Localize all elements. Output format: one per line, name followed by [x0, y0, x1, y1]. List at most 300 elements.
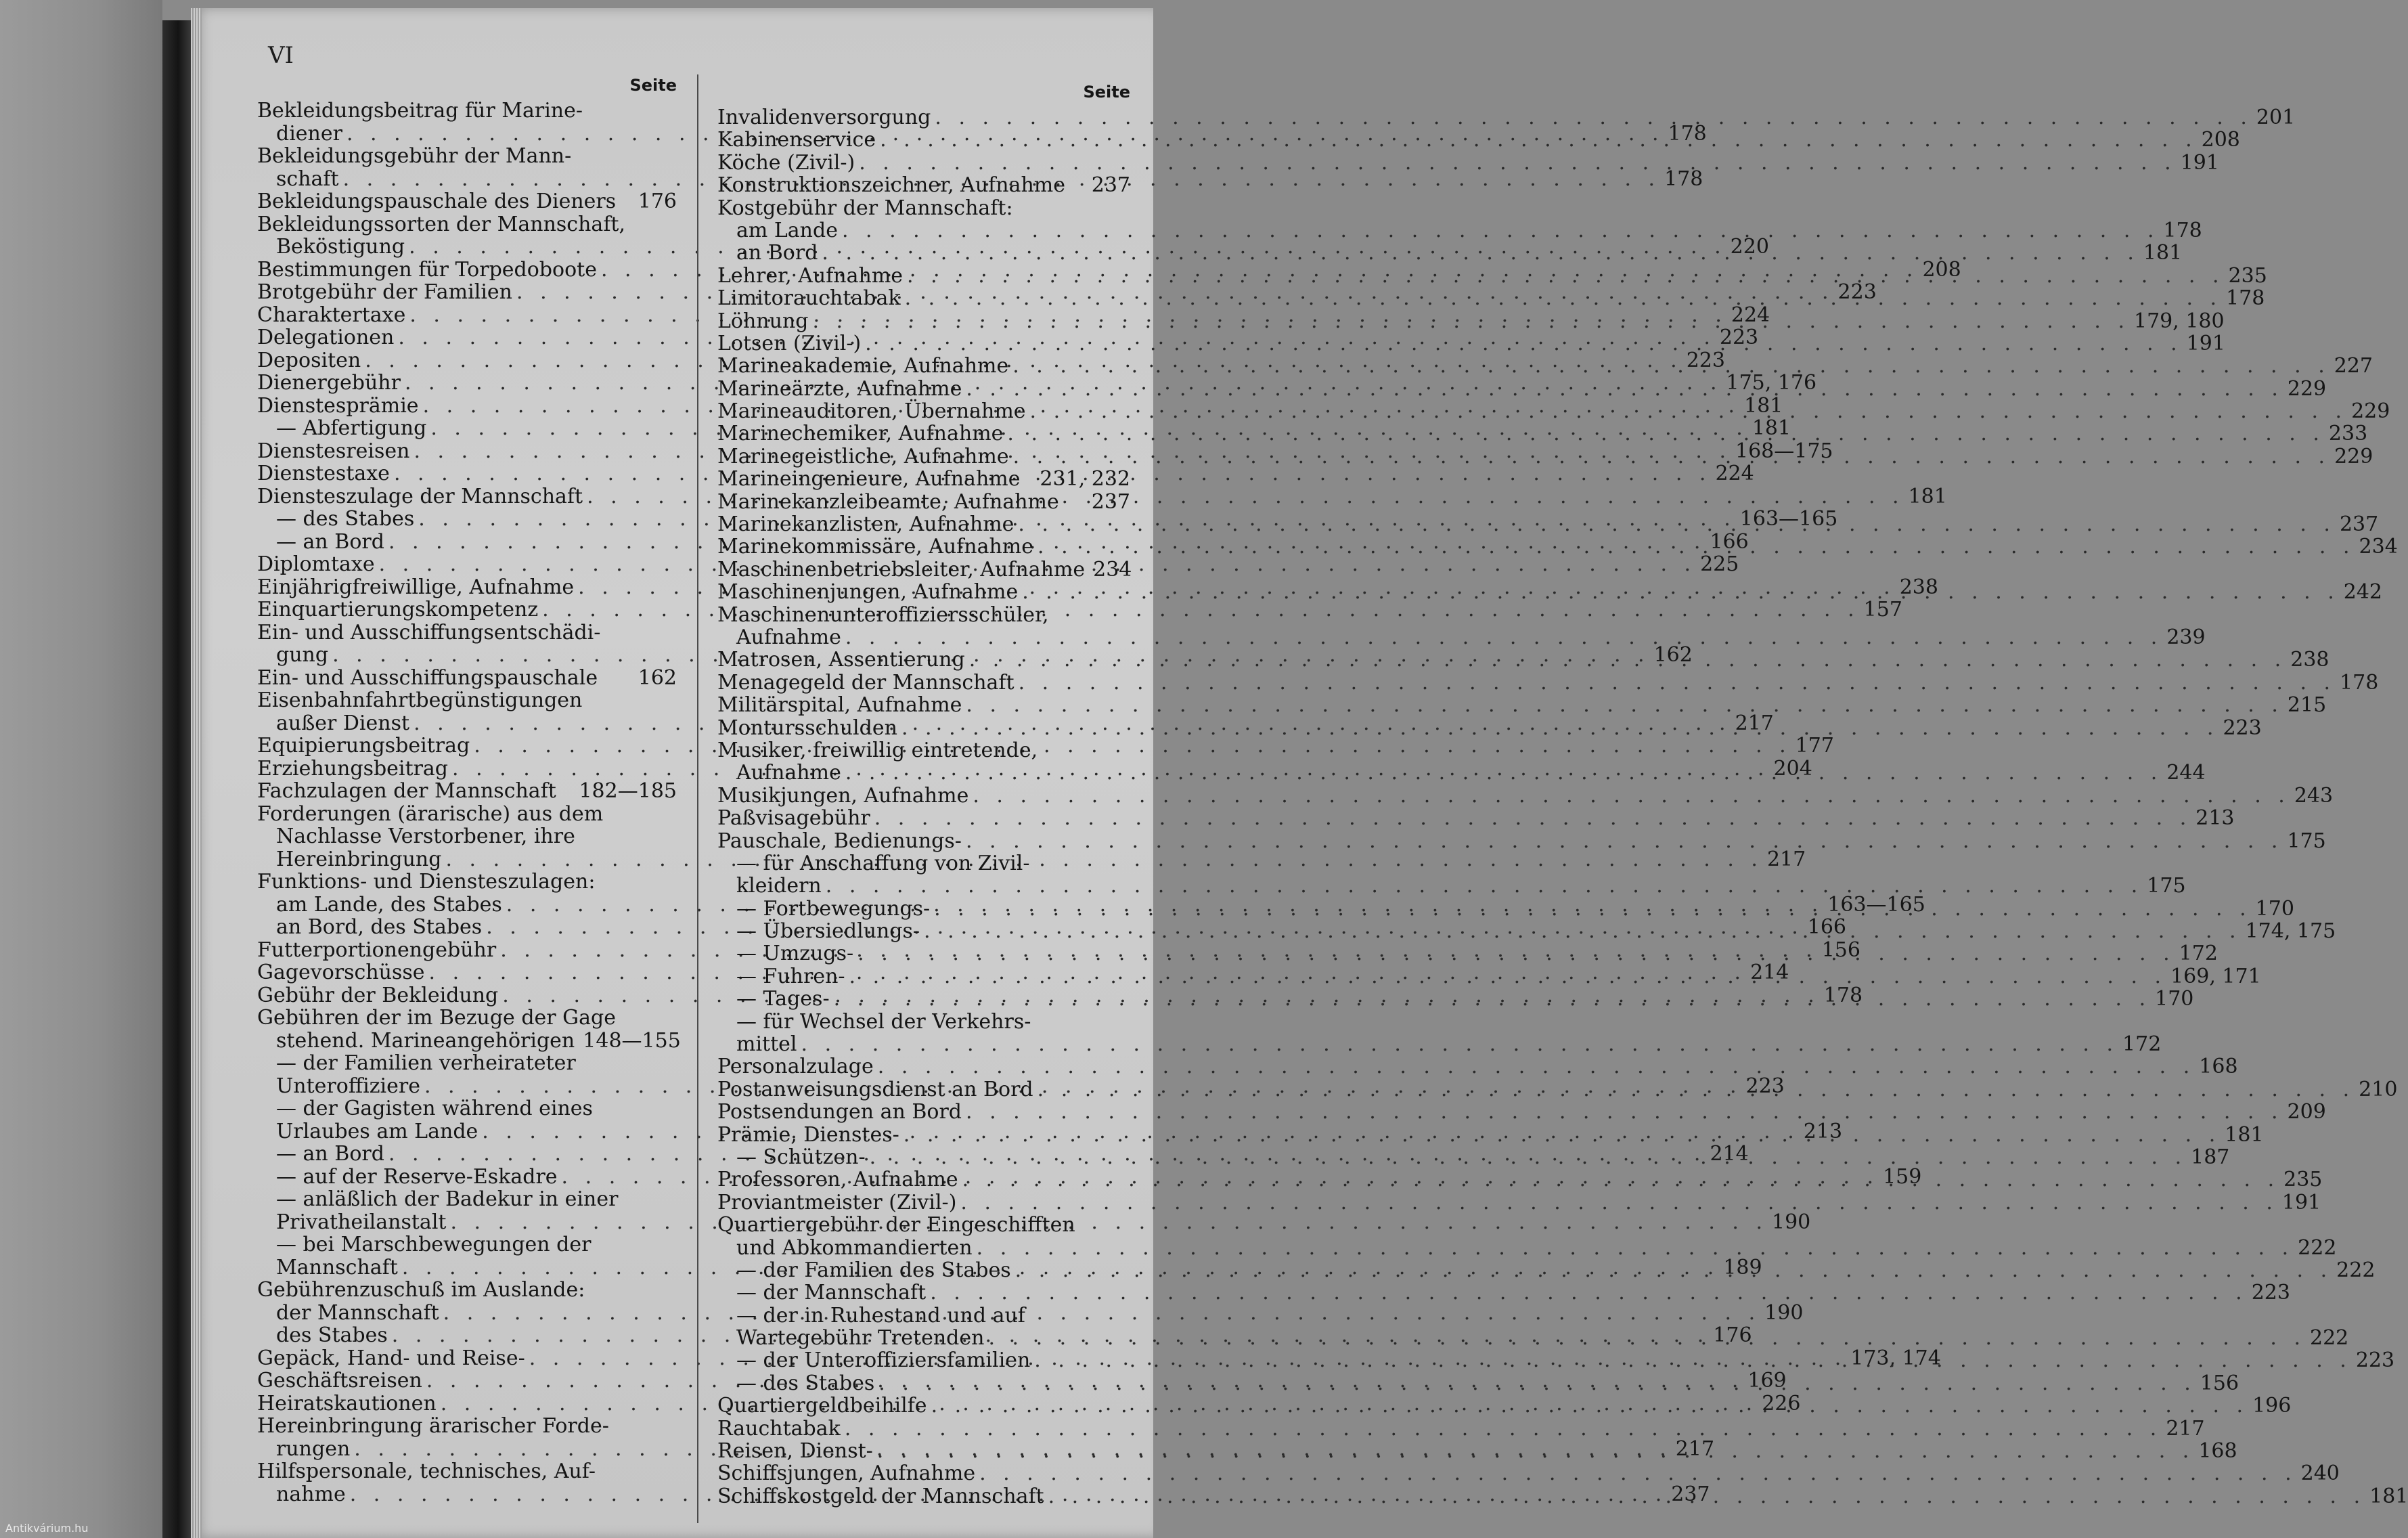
- index-term: Kabinenservice: [717, 128, 876, 152]
- index-term: Köche (Zivil-): [717, 150, 855, 175]
- index-term: mittel: [736, 1032, 797, 1057]
- index-entry: [257, 1052, 677, 1075]
- index-term: Hereinbringung: [276, 847, 442, 871]
- index-page-ref: 223: [2355, 1348, 2395, 1373]
- dot-leader: [960, 1191, 2278, 1214]
- index-entry: [717, 150, 2219, 175]
- index-term: Dienstesreisen: [257, 439, 410, 463]
- dot-leader: [935, 106, 2252, 129]
- dot-leader: [834, 988, 2151, 1010]
- index-entry: [257, 1233, 677, 1256]
- index-term: Futterportionengebühr: [257, 938, 497, 962]
- dot-leader: [859, 152, 2177, 174]
- dot-leader: [977, 1237, 2294, 1259]
- index-term: Marineauditoren, Übernahme: [717, 399, 1026, 424]
- index-page-ref: 166: [1710, 529, 1749, 554]
- index-term: Militärspital, Aufnahme: [717, 693, 962, 718]
- index-page-ref: 178: [2340, 670, 2379, 695]
- index-entry: [257, 621, 677, 644]
- dot-leader: [845, 1418, 2162, 1440]
- index-page-ref: 225: [1700, 552, 1739, 576]
- index-page-ref: 243: [2294, 783, 2334, 808]
- index-page-ref: 223: [1745, 1074, 1785, 1098]
- index-term: Aufnahme: [736, 761, 841, 785]
- index-entry: [717, 829, 2326, 853]
- index-entry: [717, 1281, 2290, 1305]
- index-page-ref: 162: [1653, 643, 1693, 667]
- index-page-ref: 229: [2287, 376, 2327, 401]
- index-entry: [717, 1011, 1130, 1033]
- dot-leader: [874, 807, 2192, 829]
- dot-leader: [1012, 355, 2330, 377]
- index-term: Konstruktionszeichner, Aufnahme: [717, 173, 1065, 198]
- index-page-ref: 170: [2155, 987, 2194, 1011]
- index-page-ref: 181: [1908, 484, 1947, 508]
- index-term: der Mannschaft: [276, 1300, 439, 1325]
- index-term: Gebührenzuschuß im Auslande:: [257, 1278, 585, 1302]
- index-term: Marinechemiker, Aufnahme: [717, 422, 1004, 446]
- index-entry: [717, 693, 2327, 718]
- index-page-ref: 169: [1747, 1369, 1787, 1392]
- index-term: Marinegeistliche, Aufnahme: [717, 444, 1009, 468]
- dot-leader: [1022, 581, 2340, 603]
- index-term: Unteroffiziere: [276, 1074, 420, 1098]
- index-term: Dienergebühr: [257, 371, 401, 395]
- index-page-ref: 223: [1837, 280, 1877, 304]
- index-page-ref: 227: [2334, 354, 2373, 378]
- dot-leader: [966, 1101, 2283, 1123]
- index-page-ref: 156: [1821, 938, 1860, 962]
- index-page-ref: 239: [2166, 625, 2206, 649]
- index-term: Professoren, Aufnahme: [717, 1168, 958, 1192]
- index-page-ref: 178: [2163, 218, 2202, 242]
- index-entry: [257, 689, 677, 712]
- index-term: Erziehungsbeitrag: [257, 756, 448, 781]
- index-entry: [257, 871, 677, 894]
- dot-leader: [878, 1055, 2195, 1078]
- index-entry: [717, 218, 2202, 242]
- index-page-ref: 224: [1715, 462, 1754, 485]
- index-term: Bestimmungen für Torpedoboote: [257, 257, 597, 282]
- index-term: Prämie, Dienstes-: [717, 1122, 899, 1147]
- index-term: — für Wechsel der Verkehrs-: [736, 1009, 1031, 1034]
- index-entry: [257, 803, 677, 826]
- index-page-ref: 214: [1750, 961, 1789, 984]
- index-page-ref: 237: [1091, 489, 1130, 514]
- index-term: Eisenbahnfahrtbegünstigungen: [257, 688, 583, 712]
- index-term: Limitorauchtabak: [717, 286, 901, 311]
- index-page-ref: 208: [2201, 128, 2240, 152]
- index-term: schaft: [276, 167, 339, 191]
- index-entry: [717, 1190, 2321, 1214]
- index-entry: [717, 1055, 2238, 1079]
- index-term: Menagegeld der Mannschaft: [717, 670, 1015, 695]
- index-page-ref: 175: [2287, 829, 2326, 853]
- index-page-ref: 223: [2223, 716, 2262, 740]
- index-entry: [717, 558, 1130, 581]
- index-page-ref: 189: [1723, 1255, 1762, 1279]
- index-page-ref: 168: [2199, 1055, 2238, 1079]
- index-page-ref: 235: [2228, 263, 2267, 288]
- dot-leader: [1013, 445, 2331, 468]
- index-term: Charaktertaxe: [257, 303, 406, 327]
- index-term: an Bord: [736, 241, 818, 265]
- index-term: Gepäck, Hand- und Reise-: [257, 1346, 525, 1370]
- index-page-ref: 223: [1719, 326, 1759, 349]
- index-entry: [257, 1097, 677, 1120]
- index-entry: [717, 874, 2186, 898]
- index-term: Hereinbringung ärarischer Forde-: [257, 1414, 609, 1438]
- index-term: Fachzulagen der Mannschaft: [257, 779, 556, 803]
- index-term: Marinekanzleibeamte, Aufnahme: [717, 489, 1059, 514]
- index-entry: [257, 213, 677, 236]
- index-term: Montursschulden: [717, 716, 897, 740]
- index-term: Marinekanzlisten, Aufnahme: [717, 512, 1015, 537]
- index-page-ref: 222: [2309, 1326, 2349, 1350]
- index-entry: [717, 604, 1130, 626]
- index-page-ref: 168—175: [1735, 439, 1833, 463]
- background-left: [0, 0, 162, 1538]
- index-term: Postsendungen an Bord: [717, 1100, 962, 1124]
- index-term: Postanweisungsdienst an Bord: [717, 1077, 1033, 1101]
- index-term: Heiratskautionen: [257, 1391, 437, 1415]
- dot-leader: [904, 1124, 2221, 1146]
- dot-leader: [870, 1146, 2187, 1168]
- index-page-ref: 237: [1671, 1482, 1710, 1506]
- index-page-ref: 223: [1686, 348, 1725, 372]
- dot-leader: [1018, 513, 2336, 535]
- dot-leader: [969, 649, 2287, 671]
- dot-leader: [877, 1436, 2195, 1462]
- index-page-ref: 178: [1668, 121, 1707, 146]
- index-term: rungen: [276, 1436, 351, 1461]
- index-entry: [257, 1279, 677, 1302]
- index-term: gung: [276, 643, 329, 667]
- index-term: stehend. Marineangehörigen: [276, 1028, 575, 1053]
- index-entry: [717, 806, 2235, 831]
- index-page-ref: 166: [1807, 915, 1846, 939]
- index-page-ref: 214: [1710, 1142, 1749, 1166]
- index-term: des Stabes: [276, 1323, 388, 1347]
- index-page-ref: 244: [2166, 761, 2206, 785]
- page-number: VI: [268, 42, 294, 69]
- index-term: Quartiergeldbeihilfe: [717, 1394, 927, 1418]
- index-term: Wartegebühr Tretenden: [736, 1326, 985, 1350]
- index-term: am Lande: [736, 218, 838, 242]
- watermark: Antikvárium.hu: [5, 1522, 89, 1535]
- index-page-ref: 213: [1803, 1119, 1843, 1143]
- index-entry: [717, 670, 2379, 695]
- dot-leader: [826, 875, 2143, 897]
- index-page-ref: 234: [2359, 535, 2398, 559]
- index-page-ref: 191: [2186, 331, 2225, 355]
- index-term: — Abfertigung: [276, 416, 427, 440]
- index-term: — anläßlich der Badekur in einer: [276, 1187, 619, 1211]
- dot-leader: [988, 1327, 2306, 1349]
- index-term: — an Bord: [276, 1142, 384, 1166]
- dot-leader: [1048, 1482, 2366, 1508]
- index-term: Marineakademie, Aufnahme: [717, 354, 1009, 378]
- index-page-ref: 168: [2198, 1439, 2237, 1464]
- index-page-ref: 229: [2334, 444, 2373, 468]
- dot-leader: [865, 332, 2183, 355]
- index-term: — der Mannschaft: [736, 1281, 927, 1305]
- index-term: Ein- und Ausschiffungsentschädi-: [257, 620, 601, 644]
- index-page-ref: 176: [638, 190, 677, 213]
- dot-leader: [1034, 1346, 2352, 1371]
- index-term: Personalzulage: [717, 1055, 874, 1079]
- index-page-ref: 196: [2252, 1394, 2292, 1418]
- index-term: — der Familien des Stabes: [736, 1258, 1011, 1282]
- index-page-ref: 234: [1093, 557, 1132, 581]
- index-term: Ein- und Ausschiffungspauschale: [257, 665, 598, 690]
- index-term: — der Familien verheirateter: [276, 1051, 576, 1075]
- dot-leader: [901, 717, 2219, 739]
- index-term: Maschinenunteroffiziersschüler,: [717, 602, 1049, 627]
- index-page-ref: 217: [1766, 847, 1806, 871]
- index-page-ref: 191: [2281, 1190, 2321, 1214]
- index-term: diener: [276, 121, 342, 146]
- index-entry: [717, 1416, 2205, 1441]
- index-page-ref: 174, 175: [2245, 919, 2336, 944]
- index-term: Privatheilanstalt: [276, 1210, 447, 1234]
- index-page-ref: 217: [1735, 711, 1774, 735]
- index-term: Reisen, Dienst-: [717, 1439, 873, 1464]
- dot-leader: [973, 785, 2290, 807]
- index-page-ref: 191: [2180, 150, 2219, 175]
- index-page-ref: 223: [2251, 1281, 2290, 1305]
- index-term: Löhnung: [717, 309, 809, 333]
- index-entry: [257, 1028, 681, 1053]
- index-page-ref: 210: [2359, 1077, 2398, 1101]
- dot-leader: [1019, 672, 2336, 694]
- dot-leader: [842, 219, 2160, 242]
- index-term: Equipierungsbeitrag: [257, 734, 470, 757]
- index-term: Einquartierungskompetenz: [257, 598, 539, 621]
- index-term: Dienstestaxe: [257, 462, 390, 485]
- dot-leader: [822, 242, 2139, 264]
- index-term: Schiffsjungen, Aufnahme: [717, 1462, 976, 1486]
- dot-leader: [1030, 400, 2348, 422]
- dot-leader: [878, 1372, 2196, 1394]
- index-page-ref: 242: [2343, 580, 2383, 605]
- index-page-ref: 177: [1795, 734, 1834, 757]
- index-entry: [717, 174, 1130, 196]
- index-page-ref: 209: [2287, 1100, 2326, 1124]
- index-page-ref: 163—165: [1827, 892, 1925, 917]
- dot-leader: [1015, 1259, 2333, 1281]
- index-term: Forderungen (ärarische) aus dem: [257, 801, 604, 826]
- index-term: Musikjungen, Aufnahme: [717, 783, 969, 808]
- index-term: Pauschale, Bedienungs-: [717, 829, 962, 853]
- dot-leader: [849, 965, 2167, 988]
- index-entry: [257, 1188, 677, 1211]
- index-term: Rauchtabak: [717, 1416, 841, 1441]
- index-term: Funktions- und Diensteszulagen:: [257, 870, 596, 894]
- dot-leader: [966, 830, 2283, 852]
- index-term: Kostgebühr der Mannschaft:: [717, 196, 1013, 220]
- index-entry: [257, 145, 677, 168]
- dot-leader: [966, 378, 2283, 400]
- index-entry: [257, 190, 677, 213]
- index-term: — auf der Reserve-Eskadre: [276, 1164, 558, 1189]
- index-term: Bekleidungssorten der Mannschaft,: [257, 212, 626, 236]
- index-page-ref: 238: [1899, 575, 1938, 599]
- index-term: Matrosen, Assentierung: [717, 648, 965, 672]
- index-term: Delegationen: [257, 326, 395, 349]
- index-term: Gagevorschüsse: [257, 961, 425, 984]
- index-page-ref: 176: [1713, 1323, 1752, 1347]
- index-page-ref: 237: [1091, 173, 1130, 198]
- index-term: Mannschaft: [276, 1255, 398, 1279]
- index-page-ref: 226: [1762, 1391, 1801, 1415]
- index-page-ref: 204: [1773, 756, 1812, 781]
- index-page-ref: 224: [1731, 303, 1770, 327]
- index-term: Geschäftsreisen: [257, 1369, 422, 1392]
- index-term: — Umzugs-: [736, 942, 854, 966]
- index-page-ref: 190: [1764, 1300, 1804, 1325]
- index-term: und Abkommandierten: [736, 1235, 973, 1260]
- index-term: Marineingenieure, Aufnahme: [717, 467, 1021, 491]
- index-term: Diensteszulage der Mannschaft: [257, 484, 583, 508]
- index-entry: [257, 825, 677, 848]
- index-page-ref: 235: [2283, 1168, 2323, 1192]
- index-term: Maschinenjungen, Aufnahme: [717, 580, 1019, 605]
- index-term: Diplomtaxe: [257, 552, 375, 576]
- index-entry: [717, 1214, 1130, 1236]
- index-term: — des Stabes: [736, 1371, 875, 1395]
- index-term: Schiffskostgeld der Mannschaft: [717, 1484, 1044, 1508]
- index-entry: [257, 780, 677, 803]
- index-term: Bekleidungsgebühr der Mann-: [257, 144, 572, 168]
- index-page-ref: 217: [2166, 1416, 2205, 1441]
- index-entry: [257, 1460, 677, 1483]
- index-term: Quartiergebühr der Eingeschifften: [717, 1213, 1075, 1237]
- index-page-ref: 170: [2255, 896, 2294, 921]
- index-term: Paßvisagebühr: [717, 806, 870, 831]
- index-term: kleidern: [736, 874, 822, 898]
- index-page-ref: 231, 232: [1040, 467, 1130, 491]
- index-page-ref: 222: [2298, 1235, 2337, 1260]
- index-entry: [257, 100, 677, 123]
- book-spine: [162, 20, 191, 1538]
- index-term: Hilfspersonale, technisches, Auf-: [257, 1459, 596, 1483]
- index-page-ref: 178: [1823, 983, 1863, 1007]
- index-page-ref: 181: [2143, 241, 2183, 265]
- index-term: — der Gagisten während eines: [276, 1097, 593, 1120]
- index-term: Gebühren der im Bezuge der Gage: [257, 1006, 616, 1030]
- column-header-left: Seite: [629, 76, 677, 95]
- dot-leader: [1038, 535, 2355, 558]
- index-entry: [257, 1415, 677, 1438]
- column-header-right: Seite: [1083, 83, 1130, 102]
- index-term: am Lande, des Stabes: [276, 892, 502, 917]
- index-term: — Fortbewegungs-: [736, 896, 931, 921]
- index-term: nahme: [276, 1482, 346, 1506]
- index-term: Marineärzte, Aufnahme: [717, 376, 962, 401]
- index-page-ref: 148—155: [583, 1028, 681, 1053]
- index-page-ref: 163—165: [1739, 507, 1838, 531]
- index-page-ref: 181: [2225, 1122, 2264, 1147]
- index-term: Dienstesprämie: [257, 393, 419, 418]
- index-page-ref: 238: [2290, 648, 2329, 672]
- index-term: Nachlasse Verstorbener, ihre: [276, 825, 575, 848]
- index-term: Urlaubes am Lande: [276, 1119, 478, 1143]
- index-entry: [717, 625, 2206, 649]
- index-term: Depositen: [257, 348, 361, 372]
- dot-leader: [845, 626, 2163, 649]
- index-page-ref: 222: [2336, 1258, 2376, 1282]
- index-page-ref: 157: [1863, 598, 1902, 621]
- dot-leader: [812, 310, 2130, 332]
- index-term: — für Anschaffung von Zivil-: [736, 851, 1030, 875]
- index-entry: [717, 1462, 2340, 1486]
- index-page-ref: 201: [2256, 106, 2296, 129]
- index-page-ref: 237: [2339, 512, 2379, 537]
- index-term: — der Unteroffiziersfamilien: [736, 1348, 1031, 1373]
- index-entry: [717, 783, 2334, 808]
- index-term: Musiker, freiwillig eintretende,: [717, 738, 1038, 762]
- dot-leader: [962, 1164, 2280, 1191]
- index-page-ref: 172: [2179, 942, 2218, 966]
- index-page-ref: 178: [1664, 167, 1703, 191]
- dot-leader: [905, 287, 2223, 309]
- index-entry: [717, 106, 2296, 129]
- index-term: an Bord, des Stabes: [276, 915, 483, 939]
- index-term: — Tages-: [736, 987, 830, 1011]
- index-page-ref: 159: [1883, 1164, 1922, 1189]
- index-entry: [717, 491, 1130, 513]
- index-entry: [717, 1032, 2162, 1057]
- index-term: Proviantmeister (Zivil-): [717, 1190, 957, 1214]
- index-page-ref: 175, 176: [1726, 371, 1817, 395]
- index-term: — an Bord: [276, 529, 384, 554]
- index-page-ref: 220: [1730, 235, 1769, 259]
- index-page-ref: 213: [2195, 806, 2235, 831]
- index-term: Lehrer, Aufnahme: [717, 263, 904, 288]
- index-term: Invalidenversorgung: [717, 106, 931, 129]
- index-page-ref: 208: [1922, 257, 1961, 282]
- index-term: Maschinenbetriebsleiter, Aufnahme: [717, 557, 1086, 581]
- dot-leader: [1007, 422, 2325, 445]
- index-term: — Schützen-: [736, 1145, 866, 1169]
- index-entry: [717, 1235, 2337, 1260]
- index-page-ref: 182—185: [579, 779, 677, 803]
- index-term: Lotsen (Zivil-): [717, 331, 862, 355]
- dot-leader: [801, 1033, 2119, 1055]
- index-page-ref: 215: [2287, 693, 2327, 718]
- dot-leader: [845, 762, 2163, 784]
- dot-leader: [1038, 1078, 2355, 1101]
- index-page-ref: 181: [1752, 416, 1791, 440]
- index-entry: [717, 852, 1130, 875]
- index-page-ref: 173, 174: [1850, 1346, 1941, 1370]
- dot-leader: [930, 1281, 2248, 1304]
- index-term: — Fuhren-: [736, 964, 845, 988]
- dot-leader: [857, 942, 2175, 965]
- index-term: Aufnahme: [736, 625, 841, 649]
- index-term: Bekleidungsbeitrag für Marine-: [257, 99, 583, 123]
- dot-leader: [880, 129, 2198, 151]
- index-term: — Übersiedlungs-: [736, 919, 920, 944]
- index-page-ref: 229: [2351, 399, 2390, 424]
- index-page-ref: 190: [1772, 1210, 1811, 1234]
- index-page-ref: 178: [2226, 286, 2265, 311]
- index-term: Gebühr der Bekleidung: [257, 983, 499, 1007]
- index-page-ref: 233: [2328, 422, 2368, 446]
- index-page-ref: 187: [2191, 1145, 2230, 1169]
- index-term: Brotgebühr der Familien: [257, 280, 512, 304]
